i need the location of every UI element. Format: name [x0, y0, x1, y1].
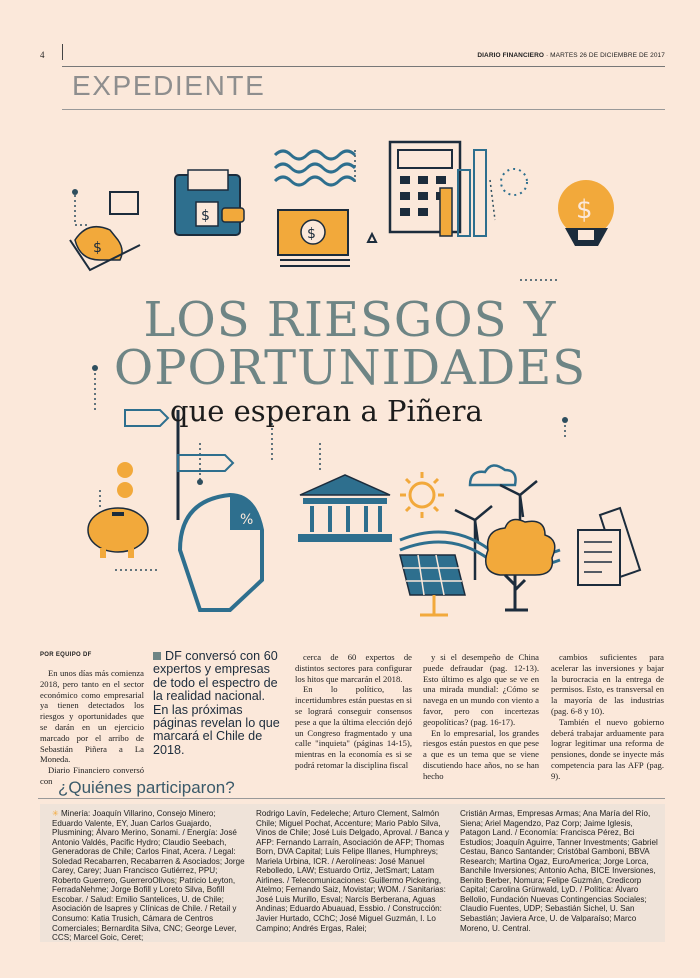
article-paragraph: cambios suficientes para acelerar las inversiones y bajar la burocracia en la entrega de permisos. Esto, es transversal en la mayoría de las industrias (pag. 6-8 y 10). [551, 652, 664, 716]
article-column-2 [295, 652, 412, 771]
dotted-circle-icon [501, 169, 527, 195]
section-title: EXPEDIENTE [72, 70, 266, 101]
documents-icon [578, 508, 640, 585]
solar-panel-icon [400, 555, 465, 615]
participants-column-3 [460, 809, 660, 933]
participants-column-1 [52, 809, 248, 943]
sun-bullet-icon: ✳ [52, 809, 62, 818]
paper-info [477, 52, 665, 59]
publication-date: · MARTES 26 DE DICIEMBRE DE 2017 [544, 52, 665, 59]
byline: POR EQUIPO DF [40, 652, 92, 658]
svg-text:%: % [240, 512, 254, 528]
dollar-coin-icon [558, 180, 614, 246]
svg-text:$: $ [93, 240, 102, 256]
tree-icon [486, 520, 555, 610]
article-paragraph: Diario Financiero conversó con [40, 765, 144, 786]
headline-subtitle: que esperan a Piñera [170, 394, 483, 428]
square-bullet-icon [153, 652, 161, 660]
calculator-icon [390, 142, 486, 236]
participants-text: Cristián Armas, Empresas Armas; Ana María del Río, Siena; Ariel Magendzo, Paz Corp; Jaime Iglesis, Patagon Land. / Economía: Francisca Pérez, Bci Estudios; Joaquín Aguirre, Tanner Investments; Gabriel Cestau, Banco Santander; Cristóbal Gamboni, BBVA Research; Martina Ogaz, EuroAmerica; Jorge Lorca, Banchile Inversiones; Antonio Acha, BICE Inversiones, Benito Berber, Nomura; Felipe Guzmán, Credicorp Capital; Carolina Grünwald, LyD. / Política: Álvaro Bellolio, Fundación Nuevas Contingencias Sociales; Claudio Fuentes, UDP; Sebastián Sichel, U. San Sebastián; Javiera Arce, U. de Valparaíso; Marco Moreno, U. Central. [460, 809, 658, 933]
article-paragraph: En lo político, las incertidumbres están puestas en si se logrará conseguir consensos pese a que la última elección dejó un Congreso fragmentado y una calle "inquieta" (páginas 14-15), mientras en la economía es si se podrá retomar la disciplina fiscal [295, 684, 412, 770]
svg-text:$: $ [201, 208, 210, 224]
page-number: 4 [40, 50, 45, 60]
article-column-4 [551, 652, 664, 782]
waves-icon [275, 151, 355, 185]
wallet-icon [175, 170, 244, 235]
header-divider [62, 44, 63, 60]
svg-text:$: $ [307, 226, 316, 242]
article-paragraph: También el nuevo gobierno deberá trabajar arduamente para lograr legitimar una reforma de pensiones, donde se inyecte más competencia para las AFP (pag. 9). [551, 716, 664, 781]
headline-line-2: OPORTUNIDADES [113, 340, 587, 396]
triangle-icon [368, 234, 376, 242]
bank-building-icon [298, 475, 392, 542]
participants-column-2 [256, 809, 452, 933]
article-column-1 [40, 668, 144, 787]
hand-money-bag-icon [70, 192, 140, 270]
article-paragraph: En lo empresarial, los grandes riesgos están puestos en que pese a que es un tema que se viene discutiendo hace años, no se han hecho [423, 727, 539, 781]
article-paragraph: cerca de 60 expertos de distintos sectores para configurar los hitos que marcarán el 2018. [295, 652, 412, 684]
participants-rule [38, 798, 665, 799]
article-paragraph: En unos días más comienza 2018, pero tanto en el sector económico como empresarial ya tienen detectados los riesgos y oportunidades que se darán en un ejercicio marcado por el arribo de Sebastián Piñera a La Moneda. [40, 668, 144, 765]
piggy-bank-icon [88, 462, 148, 558]
banknote-icon [278, 210, 350, 266]
article-paragraph: y si el desempeño de China puede defraudar (pag. 12-13). Esto último es algo que se ve en una mirada mundial: ¿Cómo se navega en un mundo con viento a favor, pero con incertezas geopolíticas? (pag. 16-17). [423, 652, 539, 727]
article-column-3 [423, 652, 539, 782]
participants-text: Rodrigo Lavín, Fedeleche; Arturo Clement, Salmón Chile; Miguel Pochat, Accenture; Mario Pablo Silva, Vinos de Chile; José Luis Delgado, Aproval. / Banca y AFP: Fernando Larraín, Asociación de AFP; Thomas Born, DVA Capital; Luis Felipe Illanes, Humphreys; Mariela Urbina, ICR. / Aerolíneas: José Manuel Rebolledo, LAW; Estuardo Ortiz, JetSmart; Latam Airlines. / Telecomunicaciones: Guillermo Pickering, Atelmo; Fernando Saiz, Movistar; WOM. / Sanitarias: José Luis Murillo, Esval; Narcís Berberana, Aguas Andinas; Eduardo Abuauad, Essbio. / Construcción: Javier Hurtado, CChC; José Miguel Guzmán, I. Lo Campino; Andrés Ergas, Ralei; [256, 809, 449, 933]
headline-line-1: LOS RIESGOS Y [143, 292, 557, 348]
head-profile-icon [180, 495, 262, 610]
participants-title: ¿Quiénes participaron? [58, 778, 235, 797]
svg-text:$: $ [576, 195, 593, 225]
connector-dots [75, 195, 90, 225]
participants-text: Minería: Joaquín Villarino, Consejo Minero; Eduardo Valente, EY, Juan Carlos Guajardo, Plusmining; Álvaro Merino, Sonami. / Energía: José Antonio Valdés, Pacific Hydro; Claudio Seebach, Generadoras de Chile; Carlos Finat, Acera. / Legal: Soledad Recabarren, Recabarren & Asociados; Jorge Carey, Carey; Juan Francisco Gutiérrez, PPU; Roberto Guerrero, GuerreroOlivos; Patricio Leyton, FerradaNehme; Jorge Bofill y Loreto Silva, Bofill Escobar. / Salud: Emilio Santelices, U. de Chile; Asociación de Isapres y Clínicas de Chile. / Retail y Consumo: Katia Trusich, Cámara de Centros Comerciales; Bernardita Silva, CNC; George Lever, CCS; Marcel Goic, Ceret; [52, 809, 245, 943]
pull-quote-text: DF conversó con 60 expertos y empresas de todo el espectro de la realidad nacional. En las próximas páginas revelan lo que marcará el Chile de 2018. [153, 649, 280, 757]
sun-icon [400, 472, 444, 518]
cloud-icon [470, 465, 516, 485]
paper-name: DIARIO FINANCIERO [477, 52, 545, 59]
pull-quote [153, 650, 281, 757]
header-rule [62, 66, 665, 67]
